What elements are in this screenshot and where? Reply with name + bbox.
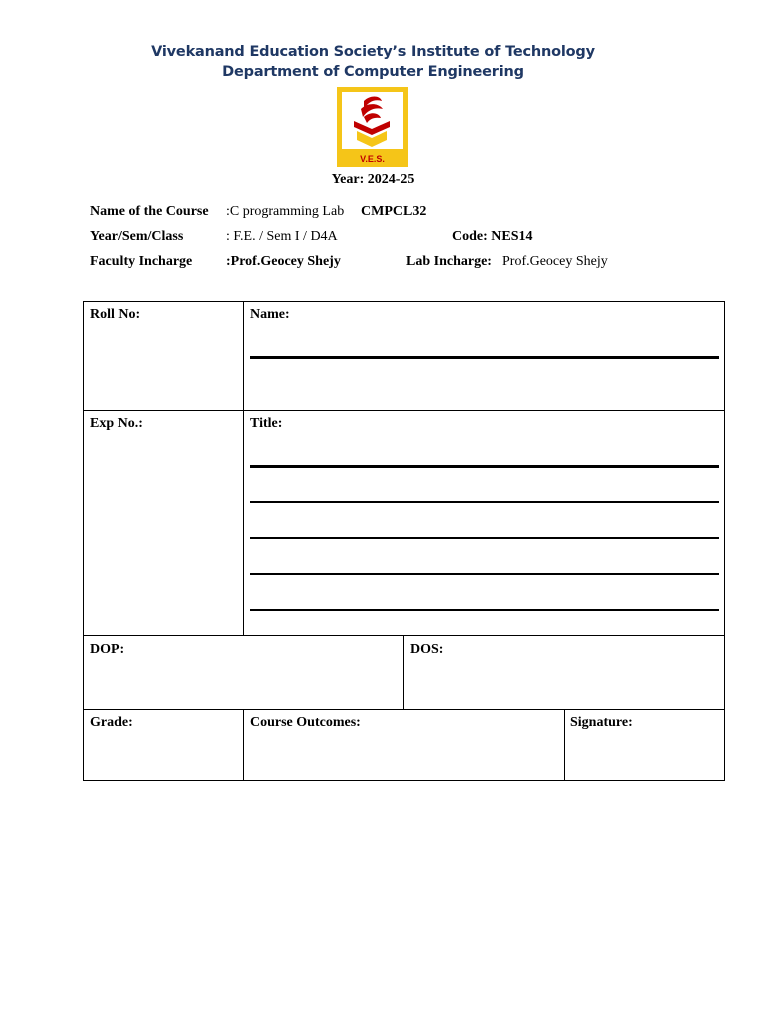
exp-no-label: Exp No.:: [90, 416, 143, 431]
table-border-bottom: [83, 780, 725, 781]
table-row-divider: [83, 709, 725, 710]
table-border-left: [83, 301, 84, 781]
signature-label: Signature:: [570, 715, 633, 730]
name-label: Name:: [250, 307, 290, 322]
subject-code: Code: NES14: [452, 229, 533, 244]
class-label: Year/Sem/Class: [90, 229, 184, 244]
academic-year: Year: 2024-25: [331, 172, 415, 187]
course-outcomes-label: Course Outcomes:: [250, 715, 361, 730]
faculty-value: :Prof.Geocey Shejy: [226, 254, 341, 269]
department-name: Department of Computer Engineering: [222, 64, 524, 80]
table-row-divider: [83, 410, 725, 411]
lab-incharge-value: Prof.Geocey Shejy: [502, 254, 608, 269]
table-col-divider: [403, 635, 404, 710]
grade-label: Grade:: [90, 715, 133, 730]
logo-text: V.E.S.: [360, 154, 385, 164]
lab-incharge-label: Lab Incharge:: [406, 254, 492, 269]
course-code: CMPCL32: [361, 204, 427, 219]
roll-no-label: Roll No:: [90, 307, 141, 322]
title-write-line[interactable]: [250, 501, 719, 503]
ves-logo: [337, 87, 408, 167]
institute-name: Vivekanand Education Society’s Institute of Technology: [151, 44, 595, 60]
title-write-line[interactable]: [250, 537, 719, 539]
name-write-line[interactable]: [250, 356, 719, 359]
table-border-top: [83, 301, 725, 302]
title-write-line[interactable]: [250, 465, 719, 468]
table-row-divider: [83, 635, 725, 636]
course-value: :C programming Lab: [226, 204, 345, 219]
dos-label: DOS:: [410, 642, 444, 657]
table-border-right: [724, 301, 725, 781]
course-label: Name of the Course: [90, 204, 209, 219]
title-write-line[interactable]: [250, 573, 719, 575]
title-label: Title:: [250, 416, 283, 431]
title-write-line[interactable]: [250, 609, 719, 611]
table-col-divider: [243, 301, 244, 636]
table-col-divider: [243, 709, 244, 781]
faculty-label: Faculty Incharge: [90, 254, 193, 269]
class-value: : F.E. / Sem I / D4A: [226, 229, 338, 244]
dop-label: DOP:: [90, 642, 125, 657]
table-col-divider: [564, 709, 565, 781]
